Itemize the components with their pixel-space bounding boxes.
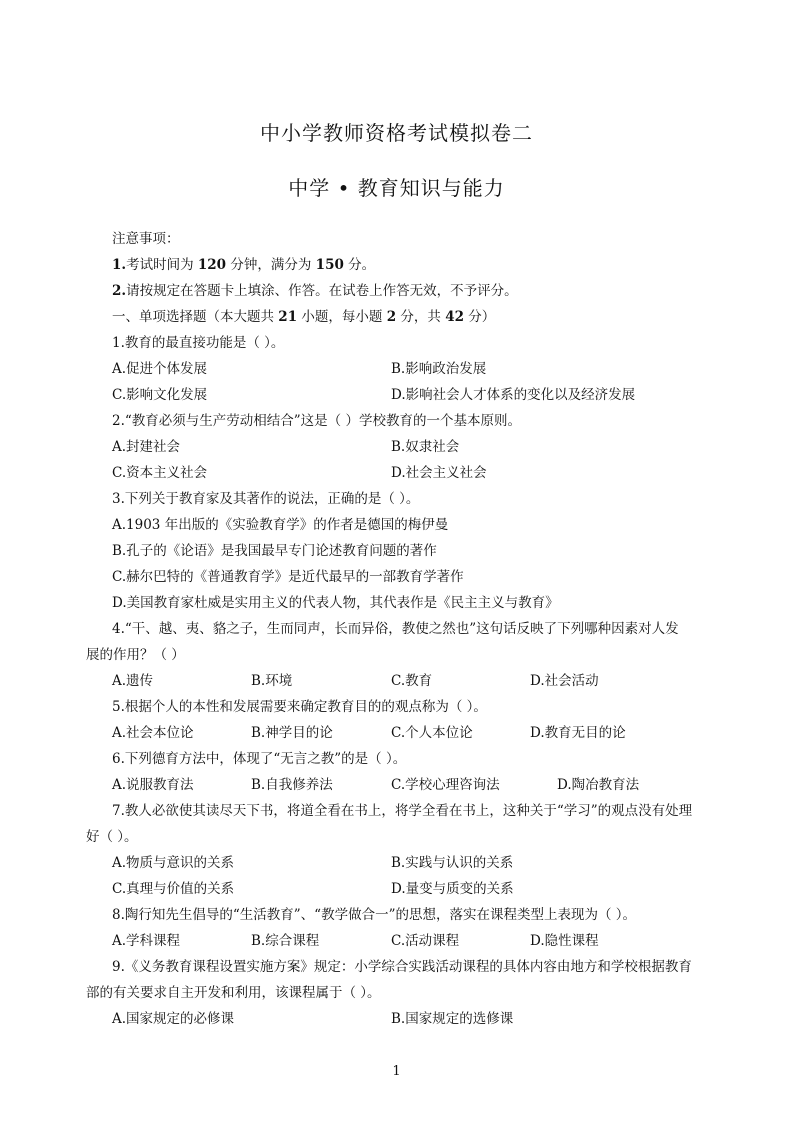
question-4-stem: 4.“干、越、夷、貉之子，生而同声，长而异俗，教使之然也”这句话反映了下列哪种因素对人发 [112, 621, 679, 637]
question-8-stem: 8.陶行知先生倡导的“生活教育”、“教学做合一”的思想，落实在课程类型上表现为（ ）。 [112, 907, 637, 923]
question-7-stem-continued: 好（ ）。 [86, 829, 138, 845]
question-9-option-a: A.国家规定的必修课 [112, 1011, 235, 1027]
section-heading: 一、单项选择题（本大题共 21 小题，每小题 2 分，共 42 分） [112, 309, 496, 325]
question-6-option-d: D.陶冶教育法 [557, 777, 640, 793]
question-4-option-a: A.遗传 [112, 673, 154, 689]
exam-subtitle: 中学 • 教育知识与能力 [288, 176, 505, 200]
question-8-option-d: D.隐性课程 [530, 933, 599, 949]
question-9-stem-continued: 部的有关要求自主开发和利用，该课程属于（ ）。 [86, 985, 381, 1001]
question-2-option-a: A.封建社会 [112, 439, 181, 455]
question-8-option-b: B.综合课程 [251, 933, 320, 949]
question-8-option-a: A.学科课程 [112, 933, 181, 949]
notes-heading: 注意事项： [112, 231, 180, 247]
note-2: 2.请按规定在答题卡上填涂、作答。在试卷上作答无效，不予评分。 [112, 283, 518, 299]
question-5-option-d: D.教育无目的论 [530, 725, 626, 741]
question-5-option-b: B.神学目的论 [251, 725, 333, 741]
question-1-option-c: C.影响文化发展 [112, 387, 208, 403]
question-4-stem-continued: 展的作用？（ ） [86, 647, 185, 663]
note-1: 1.考试时间为 120 分钟，满分为 150 分。 [112, 257, 376, 273]
question-9-option-b: B.国家规定的选修课 [391, 1011, 514, 1027]
question-3-option-c: C.赫尔巴特的《普通教育学》是近代最早的一部教育学著作 [112, 569, 464, 585]
question-1-option-d: D.影响社会人才体系的变化以及经济发展 [391, 387, 636, 403]
question-2-stem: 2.“教育必须与生产劳动相结合”这是（ ）学校教育的一个基本原则。 [112, 413, 521, 429]
question-2-option-b: B.奴隶社会 [391, 439, 460, 455]
question-6-stem: 6.下列德育方法中，体现了“无言之教”的是（ ）。 [112, 751, 407, 767]
question-5-stem: 5.根据个人的本性和发展需要来确定教育目的的观点称为（ ）。 [112, 699, 487, 715]
question-7-option-d: D.量变与质变的关系 [391, 881, 514, 897]
question-5-option-a: A.社会本位论 [112, 725, 194, 741]
question-9-stem: 9.《义务教育课程设置实施方案》规定：小学综合实践活动课程的具体内容由地方和学校根据教育 [112, 959, 692, 975]
question-3-option-b: B.孔子的《论语》是我国最早专门论述教育问题的著作 [112, 543, 437, 559]
page-number: 1 [392, 1064, 401, 1079]
question-3-option-d: D.美国教育家杜威是实用主义的代表人物，其代表作是《民主主义与教育》 [112, 595, 559, 611]
question-3-option-a: A.1903 年出版的《实验教育学》的作者是德国的梅伊曼 [112, 517, 449, 533]
question-3-stem: 3.下列关于教育家及其著作的说法，正确的是（ ）。 [112, 491, 420, 507]
question-1-option-a: A.促进个体发展 [112, 361, 208, 377]
question-6-option-c: C.学校心理咨询法 [391, 777, 500, 793]
question-7-stem: 7.教人必欲使其读尽天下书，将道全看在书上，将学全看在书上，这种关于“学习”的观点没有处理 [112, 803, 693, 819]
question-4-option-b: B.环境 [251, 673, 293, 689]
question-7-option-c: C.真理与价值的关系 [112, 881, 235, 897]
question-6-option-b: B.自我修养法 [251, 777, 333, 793]
question-2-option-c: C.资本主义社会 [112, 465, 208, 481]
question-1-stem: 1.教育的最直接功能是（ ）。 [112, 335, 285, 351]
question-7-option-a: A.物质与意识的关系 [112, 855, 235, 871]
question-5-option-c: C.个人本位论 [391, 725, 473, 741]
question-8-option-c: C.活动课程 [391, 933, 460, 949]
question-6-option-a: A.说服教育法 [112, 777, 194, 793]
question-7-option-b: B.实践与认识的关系 [391, 855, 514, 871]
exam-title: 中小学教师资格考试模拟卷二 [260, 121, 533, 145]
question-1-option-b: B.影响政治发展 [391, 361, 487, 377]
question-2-option-d: D.社会主义社会 [391, 465, 487, 481]
question-4-option-d: D.社会活动 [530, 673, 599, 689]
question-4-option-c: C.教育 [391, 673, 433, 689]
